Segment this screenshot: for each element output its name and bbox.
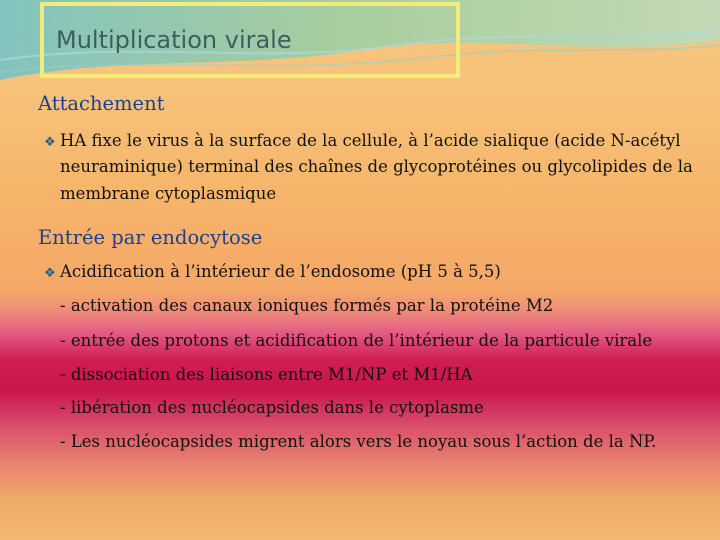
bullet-text: HA fixe le virus à la surface de la cellule, à l’acide sialique (acide N-acétyl neuraminique) terminal des chaînes de glycoprotéines ou glycolipides de la membrane cytoplasmique [60, 131, 693, 203]
subline-3: - dissociation des liaisons entre M1/NP et M1/HA [60, 365, 473, 384]
subline-2: - entrée des protons et acidification de l’intérieur de la particule virale [60, 331, 653, 350]
subline-1: - activation des canaux ioniques formés par la protéine M2 [60, 296, 554, 315]
subline-5: - Les nucléocapsides migrent alors vers le noyau sous l’action de la NP. [60, 432, 657, 451]
bullet-acidification [44, 259, 710, 285]
section-heading-endocytose: Entrée par endocytose [38, 226, 263, 249]
bullet-icon: ❖ [44, 266, 56, 281]
section-heading-attachement: Attachement [38, 92, 165, 115]
bullet-text: Acidification à l’intérieur de l’endosome (pH 5 à 5,5) [60, 262, 501, 281]
slide-title: Multiplication virale [56, 26, 292, 54]
bullet-attachement [44, 128, 710, 207]
bullet-icon: ❖ [44, 135, 56, 150]
subline-4: - libération des nucléocapsides dans le cytoplasme [60, 398, 484, 417]
